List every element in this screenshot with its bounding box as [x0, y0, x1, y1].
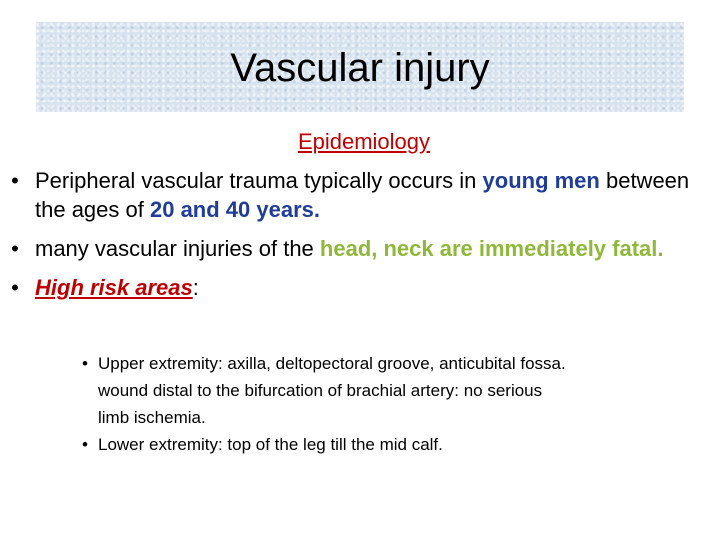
- sub-bullet-line: Lower extremity: top of the leg till the mid calf.: [98, 435, 443, 454]
- bullet-high-risk: [0, 273, 710, 302]
- bullet-text: Peripheral vascular trauma typically occurs in: [35, 168, 483, 193]
- bullet-text: :: [192, 275, 199, 300]
- section-subheading: Epidemiology: [297, 129, 431, 154]
- main-bullet-list: [0, 166, 710, 302]
- sub-bullet-line: limb ischemia.: [98, 408, 206, 427]
- emphasis-age-range: 20 and 40 years.: [149, 197, 320, 222]
- bullet-dot: •: [11, 168, 19, 193]
- emphasis-head-neck: head, neck are immediately fatal.: [319, 236, 664, 261]
- sub-bullet-dot: •: [82, 435, 88, 454]
- sub-bullet-list: [78, 350, 678, 458]
- bullet-dot: •: [11, 275, 19, 300]
- sub-bullet-upper-extremity: [78, 350, 678, 431]
- sub-bullet-line: Upper extremity: axilla, deltopectoral groove, anticubital fossa.: [98, 354, 566, 373]
- bullet-dot: •: [11, 236, 19, 261]
- bullet-head-neck: [0, 234, 710, 263]
- bullet-text: between the ages of: [35, 168, 690, 222]
- sub-bullet-dot: •: [82, 354, 88, 373]
- slide-title: Vascular injury: [230, 46, 490, 90]
- emphasis-high-risk-areas: High risk areas: [35, 275, 193, 300]
- emphasis-young-men: young men: [482, 168, 600, 193]
- sub-bullet-lower-extremity: [78, 431, 678, 458]
- bullet-text: many vascular injuries of the: [35, 236, 320, 261]
- bullet-young-men: [0, 166, 710, 224]
- sub-bullet-line: wound distal to the bifurcation of brachial artery: no serious: [98, 381, 543, 400]
